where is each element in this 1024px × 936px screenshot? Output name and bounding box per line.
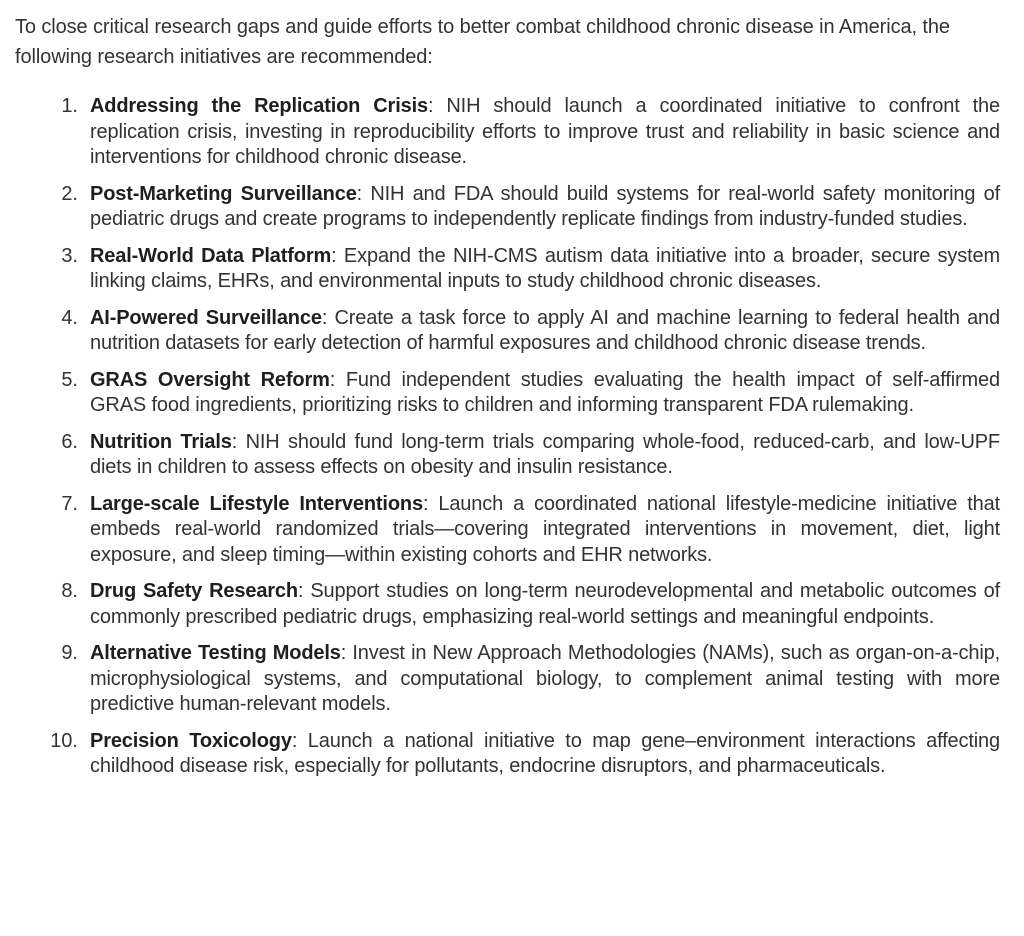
item-number: 4. xyxy=(61,306,78,329)
recommendation-item xyxy=(15,729,1000,780)
recommendation-item xyxy=(15,579,1000,630)
item-number: 8. xyxy=(61,580,78,602)
recommendation-item xyxy=(15,182,1000,233)
item-text: : Launch a coordinated national lifestyle-medicine initiative that embeds real-world randomized trials—covering integrated interventions in movement, diet, light exposure, and sleep timing—within existing cohorts and EHR networks. xyxy=(90,492,1000,566)
item-title: Post-Marketing Surveillance xyxy=(90,182,357,205)
item-text: : Create a task force to apply AI and machine learning to federal health and nutrition datasets for early detection of harmful exposures and childhood chronic disease trends. xyxy=(90,306,1001,354)
item-number: 6. xyxy=(61,430,78,453)
item-number: 10. xyxy=(50,729,78,752)
item-text: : NIH should launch a coordinated initiative to confront the replication crisis, investing in reproducibility efforts to improve trust and reliability in basic science and interventions for childhood chronic disease. xyxy=(90,95,1001,168)
item-text: : Invest in New Approach Methodologies (NAMs), such as organ-on-a-chip, microphysiological systems, and computational biology, to complement animal testing with more predictive human-relevant models. xyxy=(90,642,1001,715)
item-title: Nutrition Trials xyxy=(90,430,232,453)
item-body xyxy=(90,244,1000,295)
item-title: Real-World Data Platform xyxy=(90,244,332,267)
recommendation-item xyxy=(15,641,1000,718)
recommendation-item xyxy=(15,94,1000,171)
item-text: : Launch a national initiative to map gene–environment interactions affecting childhood disease risk, especially for pollutants, endocrine disruptors, and pharmaceuticals. xyxy=(90,729,1000,777)
item-number: 1. xyxy=(61,95,78,117)
item-title: Addressing the Replication Crisis xyxy=(90,95,428,117)
recommendation-item xyxy=(15,306,1000,357)
item-number: 5. xyxy=(61,368,78,391)
item-body xyxy=(90,182,1000,233)
item-body xyxy=(90,430,1000,481)
item-number: 2. xyxy=(61,182,78,205)
item-number: 3. xyxy=(61,244,78,267)
item-body xyxy=(90,492,1000,569)
item-body xyxy=(90,641,1000,718)
item-body xyxy=(90,306,1000,357)
item-title: Alternative Testing Models xyxy=(90,642,341,664)
item-body xyxy=(90,729,1000,780)
item-text: : NIH and FDA should build systems for real-world safety monitoring of pediatric drugs and create programs to independently replicate findings from industry-funded studies. xyxy=(90,182,1001,230)
item-title: Large-scale Lifestyle Interventions xyxy=(90,492,423,515)
item-title: GRAS Oversight Reform xyxy=(90,368,330,391)
item-text: : NIH should fund long-term trials comparing whole-food, reduced-carb, and low-UPF diets in children to assess effects on obesity and insulin resistance. xyxy=(90,430,1000,478)
recommendation-item xyxy=(15,430,1000,481)
item-text: : Expand the NIH-CMS autism data initiative into a broader, secure system linking claims, EHRs, and environmental inputs to study childhood chronic diseases. xyxy=(90,244,1000,292)
item-title: Precision Toxicology xyxy=(90,729,292,752)
item-title: Drug Safety Research xyxy=(90,580,298,602)
item-text: : Fund independent studies evaluating the health impact of self-affirmed GRAS food ingredients, prioritizing risks to children and informing transparent FDA rulemaking. xyxy=(90,368,1000,416)
item-text: : Support studies on long-term neurodevelopmental and metabolic outcomes of commonly prescribed pediatric drugs, emphasizing real-world settings and meaningful endpoints. xyxy=(90,580,1000,628)
recommendation-item xyxy=(15,244,1000,295)
item-body xyxy=(90,94,1000,171)
recommendation-list xyxy=(15,94,1000,780)
item-body xyxy=(90,579,1000,630)
intro-paragraph: To close critical research gaps and guide efforts to better combat childhood chronic disease in America, the following research initiatives are recommended: xyxy=(15,16,950,68)
item-body xyxy=(90,368,1000,419)
recommendation-item xyxy=(15,368,1000,419)
item-number: 9. xyxy=(61,642,78,664)
recommendation-item xyxy=(15,492,1000,569)
item-number: 7. xyxy=(61,492,78,515)
item-title: AI-Powered Surveillance xyxy=(90,306,322,329)
